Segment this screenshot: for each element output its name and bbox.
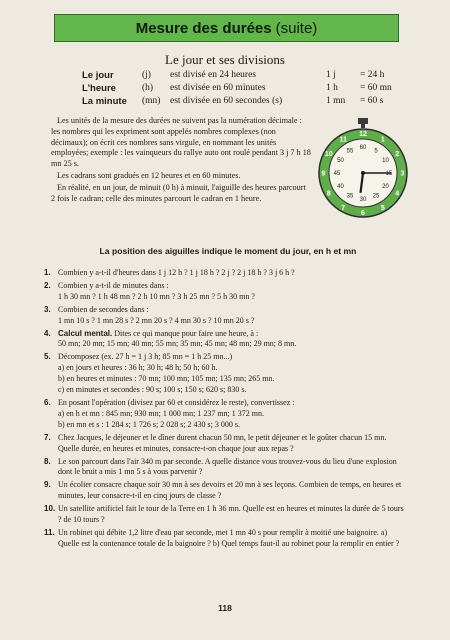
- definition-abbr: (j): [142, 70, 151, 80]
- section-subtitle: Le jour et ses divisions: [165, 52, 285, 67]
- exercise-item: [44, 528, 409, 550]
- clock-minute-label: 15: [385, 171, 393, 178]
- exercise-line: b) en mn et s : 1 284 s; 1 726 s; 2 028 s; 2 430 s; 3 000 s.: [58, 419, 241, 429]
- definition-text: est divisée en 60 secondes (s): [170, 96, 283, 106]
- exercise-line: Combien y a-t-il d'heures dans 1 j 12 h ? 1 j 18 h ? 2 j ? 2 j 18 h ? 3 j 6 h ?: [58, 268, 295, 277]
- exercise-number: 7.: [44, 432, 51, 442]
- exercise-item: [44, 480, 409, 502]
- intro-paragraph: Les unités de la mesure des durées ne suivent pas la numération décimale : les nombres qui les expriment sont appelés nombres complexes (non décimaux); on écrit ces nombres sans virgule, en nommant les unités employées; exemple : les vainqueurs du rallye auto ont roulé pendant 3 j 7 h 18 mn 25 s.: [51, 116, 311, 169]
- clock-minute-label: 5: [374, 148, 378, 155]
- exercise-number: 9.: [44, 480, 51, 490]
- clock-hour-label: 10: [324, 150, 333, 158]
- exercise-number: 8.: [44, 456, 51, 466]
- definition-right: = 60 s: [360, 96, 384, 106]
- exercise-text: Un écolier consacre chaque soir 30 mn à ses devoirs et 20 mn à ses leçons. Combien de temps, en heures et minutes, leur consacre-t-il en cinq jours de classe ?: [58, 480, 402, 501]
- exercise-item: [44, 268, 409, 279]
- clock-minute-label: 10: [382, 158, 389, 165]
- clock-hour-label: 6: [361, 210, 365, 218]
- exercise-text: Un robinet qui débite 1,2 litre d'eau par seconde, met 1 mn 40 s pour remplir à moitié une baignoire. a) Quelle est la contenance totale de la baignoire ? b) Quel temps faut-il au robinet pour la remplir en entier ?: [58, 527, 400, 548]
- exercise-item: [44, 352, 409, 396]
- exercise-item: [44, 329, 409, 351]
- clock-hour-label: 7: [341, 204, 346, 212]
- definition-left: 1 h: [326, 83, 338, 93]
- clock-stem: [361, 123, 365, 128]
- definition-term: La minute: [82, 96, 127, 107]
- clock-hour-label: 5: [380, 204, 385, 212]
- definition-text: est divisé en 24 heures: [170, 70, 257, 80]
- exercise-number: 6.: [44, 397, 51, 407]
- exercise-lead: Calcul mental.: [58, 328, 113, 338]
- banner-suffix: (suite): [275, 19, 318, 37]
- definitions-table: [82, 70, 402, 109]
- exercise-number: 1.: [44, 268, 51, 277]
- exercise-line: b) en heures et minutes : 70 mn; 100 mn; 105 mn; 135 mn; 265 mn.: [58, 374, 275, 384]
- clock-minute-label: 40: [337, 184, 344, 191]
- clock-minute-label: 35: [346, 193, 354, 200]
- exercise-item: [44, 305, 409, 327]
- clock-hour-label: 1: [380, 136, 385, 144]
- exercise-number: 3.: [44, 304, 51, 314]
- exercise-item: [44, 457, 409, 479]
- exercise-line-text: Dites ce qui manque pour faire une heure, à :: [114, 328, 259, 338]
- definition-right: = 24 h: [360, 70, 385, 80]
- section-heading: La position des aiguilles indique le moment du jour, en h et mn: [99, 246, 357, 256]
- exercise-number: 11.: [44, 527, 55, 537]
- exercise-line: Combien y a-t-il de minutes dans :: [58, 280, 169, 290]
- exercise-line: a) en jours et heures : 36 h; 30 h; 48 h; 50 h; 60 h.: [58, 363, 218, 373]
- definition-row: [82, 96, 402, 109]
- exercise-text: Un satellite artificiel fait le tour de la Terre en 1 h 36 mn. Quelle est en heures et minutes la durée de 5 tours ? de 10 tours ?: [58, 504, 404, 525]
- clock-hour-label: 4: [395, 190, 400, 198]
- exercise-line: c) en minutes et secondes : 90 s; 100 s; 150 s; 620 s; 830 s.: [58, 385, 247, 395]
- stopwatch-clock: [316, 118, 410, 218]
- definition-right: = 60 mn: [360, 83, 392, 93]
- clock-hour-label: 8: [326, 190, 331, 198]
- exercise-number: 4.: [44, 328, 51, 338]
- definition-row: [82, 83, 402, 96]
- clock-hour-label: 2: [395, 150, 400, 158]
- clock-minute-label: 55: [346, 148, 354, 155]
- definition-left: 1 mn: [326, 96, 346, 106]
- clock-hour-label: 9: [321, 170, 326, 178]
- exercise-number: 2.: [44, 280, 51, 290]
- exercise-line: [58, 329, 409, 340]
- exercise-item: [44, 504, 409, 526]
- exercise-item: [44, 433, 409, 455]
- exercise-number: 5.: [44, 352, 51, 362]
- exercise-line: 1 h 30 mn ? 1 h 48 mn ? 2 h 10 mn ? 3 h 25 mn ? 5 h 30 mn ?: [58, 291, 255, 301]
- clock-minute-label: 50: [337, 158, 344, 165]
- clock-minute-label: 45: [333, 171, 341, 178]
- banner-title: Mesure des durées: [135, 19, 272, 37]
- clock-minute-label: 25: [372, 193, 380, 200]
- clock-minute-label: 20: [382, 184, 389, 191]
- clock-center-pin: [361, 171, 365, 175]
- definition-abbr: (h): [142, 83, 154, 93]
- exercise-line: En posant l'opération (divisez par 60 et considérez le reste), convertissez :: [58, 397, 295, 407]
- intro-text: [51, 116, 311, 205]
- intro-paragraph: Les cadrans sont gradués en 12 heures et en 60 minutes.: [57, 170, 241, 180]
- definition-term: L'heure: [82, 83, 116, 94]
- exercise-item: [44, 281, 409, 303]
- exercise-text: Le son parcourt dans l'air 340 m par seconde. A quelle distance vous trouvez-vous du lieu d'une explosion dont le bruit a mis 1 mn 5 s à vous parvenir ?: [58, 456, 397, 477]
- definition-left: 1 j: [326, 70, 336, 80]
- definition-term: Le jour: [82, 70, 114, 81]
- exercise-line: Décomposez (ex. 27 h = 1 j 3 h; 85 mn = 1 h 25 mn...): [58, 352, 233, 362]
- clock-minute-label: 30: [359, 197, 367, 204]
- intro-paragraph: En réalité, en un jour, de minuit (0 h) à minuit, l'aiguille des heures parcourt 2 fois le cadran; celle des minutes parcourt le cadran en 1 heure.: [51, 182, 306, 203]
- exercise-line: 1 mn 10 s ? 1 mn 28 s ? 2 mn 20 s ? 4 mn 30 s ? 10 mn 20 s ?: [58, 315, 255, 325]
- clock-hour-label: 3: [400, 170, 405, 178]
- definition-row: [82, 70, 402, 83]
- exercise-line: Combien de secondes dans :: [58, 304, 149, 314]
- exercise-list: [44, 268, 409, 552]
- exercise-number: 10.: [44, 504, 56, 514]
- page-number: 118: [218, 603, 232, 613]
- exercise-text: Chez Jacques, le déjeuner et le dîner durent chacun 50 mn, le petit déjeuner et le goûter chacun 15 mn. Quelle durée, en heures et minutes, consacre-t-on chaque jour aux repas ?: [58, 432, 387, 453]
- clock-hour-label: 11: [339, 136, 347, 144]
- definition-text: est divisée en 60 minutes: [170, 83, 266, 93]
- exercise-line: a) en h et mn : 845 mn; 930 mn; 1 000 mn; 1 237 mn; 1 372 mn.: [58, 408, 264, 418]
- exercise-item: [44, 398, 409, 431]
- title-banner: [54, 14, 399, 42]
- clock-hour-label: 12: [359, 131, 367, 139]
- exercise-line: 50 mn; 20 mn; 15 mn; 40 mn; 55 mn; 35 mn; 45 mn; 48 mn; 29 mn; 8 mn.: [58, 339, 297, 349]
- definition-abbr: (mn): [142, 96, 161, 106]
- clock-minute-label: 60: [359, 145, 367, 152]
